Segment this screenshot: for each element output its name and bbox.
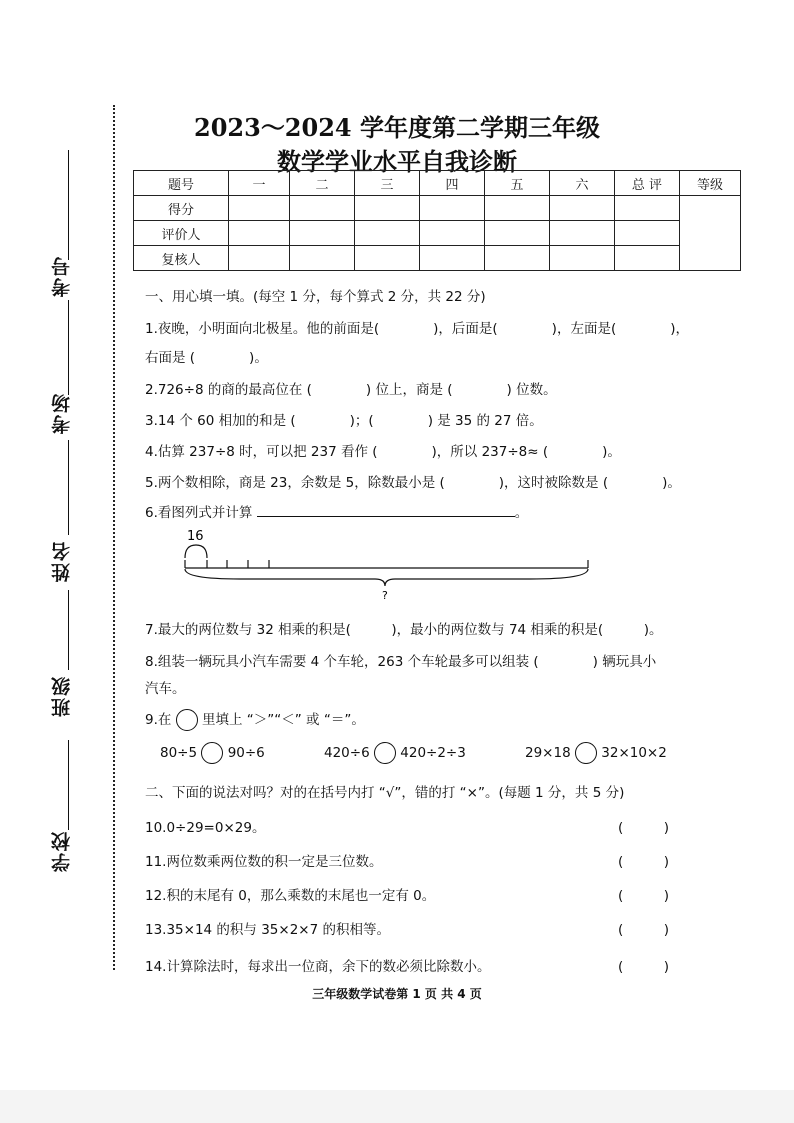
header-cell: 四 xyxy=(420,171,485,196)
question-6-text: 6.看图列式并计算 xyxy=(145,505,253,521)
compare-circle-icon xyxy=(176,709,198,731)
question-9 xyxy=(145,708,365,731)
score-cell[interactable] xyxy=(550,196,615,221)
score-cell[interactable] xyxy=(229,196,290,221)
question-8b: 汽车。 xyxy=(145,681,186,697)
score-row xyxy=(134,196,741,221)
score-cell[interactable] xyxy=(550,246,615,271)
row-label: 复核人 xyxy=(134,246,229,271)
question-6-end: 。 xyxy=(514,505,529,521)
question-3: 3.14 个 60 相加的和是 ( )；( ) 是 35 的 27 倍。 xyxy=(145,413,543,429)
score-cell[interactable] xyxy=(290,221,355,246)
judge-answer-paren[interactable]: ( ) xyxy=(618,820,670,836)
score-cell[interactable] xyxy=(229,246,290,271)
compare-circle-input[interactable] xyxy=(575,742,597,764)
diagram-label-16: 16 xyxy=(187,529,204,544)
score-cell[interactable] xyxy=(355,246,420,271)
score-cell[interactable] xyxy=(550,221,615,246)
score-cell[interactable] xyxy=(420,196,485,221)
header-cell: 六 xyxy=(550,171,615,196)
row-label: 得分 xyxy=(134,196,229,221)
side-line-kaochang xyxy=(68,300,69,395)
side-label-kaochang: 考场 xyxy=(51,392,73,434)
header-cell: 总 评 xyxy=(615,171,680,196)
question-7: 7.最大的两位数与 32 相乘的积是( )，最小的两位数与 74 相乘的积是( )。 xyxy=(145,622,663,638)
page-footer: 三年级数学试卷第 1 页 共 4 页 xyxy=(312,987,482,1001)
score-cell[interactable] xyxy=(290,196,355,221)
diagram-label-question: ? xyxy=(382,589,388,602)
score-cell[interactable] xyxy=(485,221,550,246)
score-cell[interactable] xyxy=(615,246,680,271)
compare-left: 29×18 xyxy=(525,745,571,761)
score-table-header-row xyxy=(134,171,741,196)
score-cell[interactable] xyxy=(290,246,355,271)
compare-right: 90÷6 xyxy=(227,745,265,761)
bottom-brace xyxy=(185,569,588,586)
side-label-xuexiao: 学校 xyxy=(51,830,73,872)
top-brace xyxy=(185,545,207,558)
section1-title: 一、用心填一填。(每空 1 分，每个算式 2 分，共 22 分) xyxy=(145,289,486,305)
header-cell: 等级 xyxy=(680,171,741,196)
row-label: 评价人 xyxy=(134,221,229,246)
score-cell[interactable] xyxy=(615,196,680,221)
question-1b: 右面是 ( )。 xyxy=(145,350,268,366)
judge-answer-paren[interactable]: ( ) xyxy=(618,888,670,904)
exam-title-line1: 2023～2024 学年度第二学期三年级 xyxy=(194,113,600,142)
binding-margin-line xyxy=(113,105,115,970)
reviewer-row xyxy=(134,246,741,271)
question-8a: 8.组装一辆玩具小汽车需要 4 个车轮，263 个车轮最多可以组装 ( ) 辆玩具小 xyxy=(145,654,657,670)
side-line-xuexiao xyxy=(68,740,69,830)
question-9-post: 里填上 “＞”“＜” 或 “＝”。 xyxy=(201,712,365,728)
score-cell[interactable] xyxy=(485,196,550,221)
header-cell: 三 xyxy=(355,171,420,196)
judge-answer-paren[interactable]: ( ) xyxy=(618,959,670,975)
question-1a: 1.夜晚，小明面向北极星。他的前面是( )，后面是( )，左面是( )， xyxy=(145,321,689,337)
score-cell[interactable] xyxy=(229,221,290,246)
score-cell[interactable] xyxy=(420,246,485,271)
header-cell: 一 xyxy=(229,171,290,196)
judge-item-11: 11.两位数乘两位数的积一定是三位数。 xyxy=(145,854,383,870)
side-label-banji: 班级 xyxy=(51,675,73,717)
compare-left: 80÷5 xyxy=(160,745,198,761)
score-cell[interactable] xyxy=(355,196,420,221)
header-cell: 二 xyxy=(290,171,355,196)
score-cell[interactable] xyxy=(355,221,420,246)
evaluator-row xyxy=(134,221,741,246)
question-5: 5.两个数相除，商是 23，余数是 5，除数最小是 ( )，这时被除数是 ( )。 xyxy=(145,475,681,491)
side-line-banji xyxy=(68,590,69,670)
exam-title-line2: 数学学业水平自我诊断 xyxy=(277,148,517,176)
compare-item-2 xyxy=(324,742,466,764)
answer-blank[interactable] xyxy=(257,502,515,517)
judge-item-13: 13.35×14 的积与 35×2×7 的积相等。 xyxy=(145,922,390,938)
score-table xyxy=(133,170,741,271)
compare-right: 32×10×2 xyxy=(601,745,667,761)
compare-circle-input[interactable] xyxy=(374,742,396,764)
compare-right: 420÷2÷3 xyxy=(400,745,466,761)
question-6 xyxy=(145,501,528,521)
judge-answer-paren[interactable]: ( ) xyxy=(618,854,670,870)
judge-item-12: 12.积的末尾有 0，那么乘数的末尾也一定有 0。 xyxy=(145,888,436,904)
score-cell[interactable] xyxy=(420,221,485,246)
score-cell[interactable] xyxy=(485,246,550,271)
compare-item-3 xyxy=(525,742,667,764)
compare-item-1 xyxy=(160,742,265,764)
score-cell[interactable] xyxy=(615,221,680,246)
header-cell: 五 xyxy=(485,171,550,196)
line-segment-diagram xyxy=(180,528,595,603)
judge-answer-paren[interactable]: ( ) xyxy=(618,922,670,938)
question-9-pre: 9.在 xyxy=(145,712,172,728)
segment-ticks xyxy=(185,560,588,568)
section2-title: 二、下面的说法对吗？对的在括号内打 “√”，错的打 “×”。(每题 1 分，共 5 分) xyxy=(145,785,625,801)
side-line-xingming xyxy=(68,440,69,535)
compare-circle-input[interactable] xyxy=(201,742,223,764)
grade-cell[interactable] xyxy=(680,196,741,271)
question-2: 2.726÷8 的商的最高位在 ( ) 位上，商是 ( ) 位数。 xyxy=(145,382,557,398)
judge-item-10: 10.0÷29=0×29。 xyxy=(145,820,266,836)
judge-item-14: 14.计算除法时，每求出一位商，余下的数必须比除数小。 xyxy=(145,959,491,975)
compare-left: 420÷6 xyxy=(324,745,370,761)
side-label-kaohao: 考号 xyxy=(51,255,73,297)
header-cell: 题号 xyxy=(134,171,229,196)
side-label-xingming: 姓名 xyxy=(51,540,73,582)
question-4: 4.估算 237÷8 时，可以把 237 看作 ( )，所以 237÷8≈ ( )。 xyxy=(145,444,621,460)
